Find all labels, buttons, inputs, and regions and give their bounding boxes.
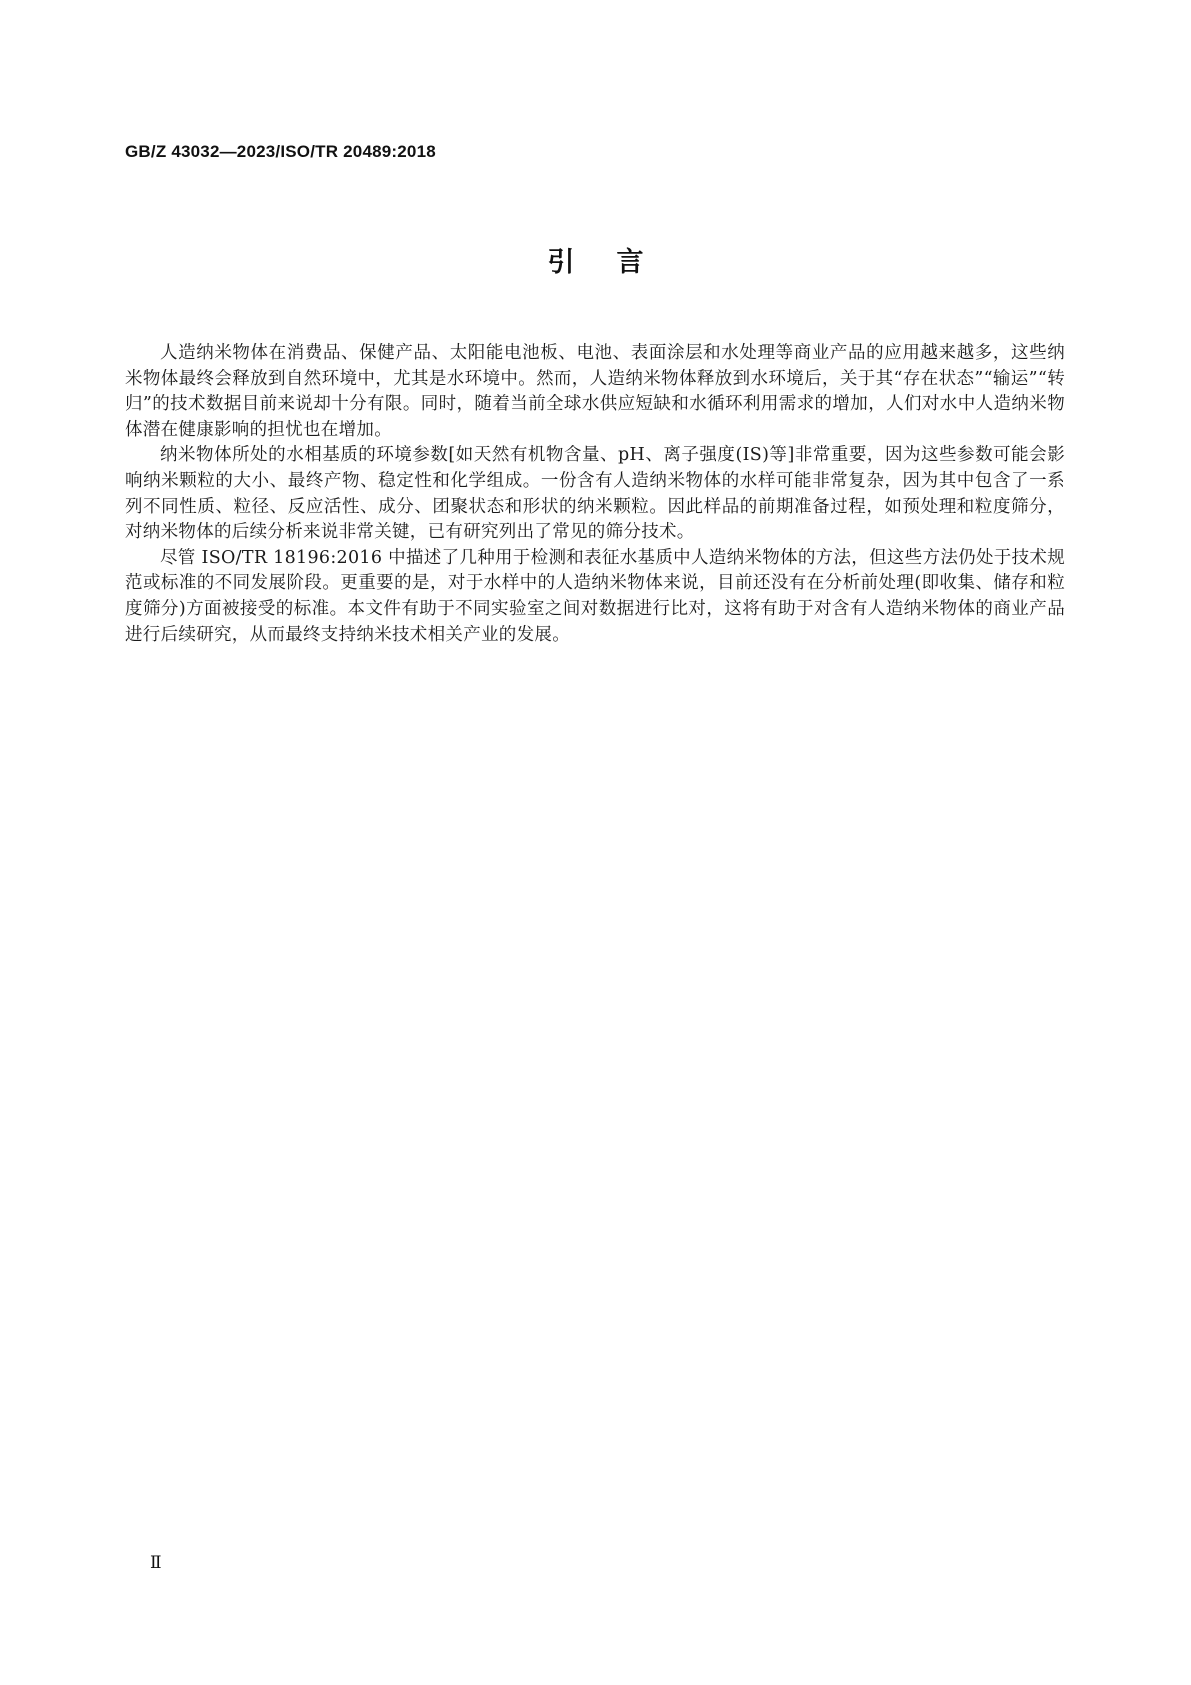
paragraph-1: 人造纳米物体在消费品、保健产品、太阳能电池板、电池、表面涂层和水处理等商业产品的应用越来越多，这些纳米物体最终会释放到自然环境中，尤其是水环境中。然而，人造纳米物体释放到水环境后，关于其“存在状态”“输运”“转归”的技术数据目前来说却十分有限。同时，随着当前全球水供应短缺和水循环利用需求的增加，人们对水中人造纳米物体潜在健康影响的担忧也在增加。: [125, 343, 1065, 440]
document-body: [125, 341, 1065, 648]
page-title: 引言: [547, 247, 686, 278]
paragraph-2: 纳米物体所处的水相基质的环境参数[如天然有机物含量、pH、离子强度(IS)等]非常重要，因为这些参数可能会影响纳米颗粒的大小、最终产物、稳定性和化学组成。一份含有人造纳米物体的水样可能非常复杂，因为其中包含了一系列不同性质、粒径、反应活性、成分、团聚状态和形状的纳米颗粒。因此样品的前期准备过程，如预处理和粒度筛分，对纳米物体的后续分析来说非常关键，已有研究列出了常见的筛分技术。: [125, 445, 1065, 543]
paragraph-3: 尽管 ISO/TR 18196:2016 中描述了几种用于检测和表征水基质中人造纳米物体的方法，但这些方法仍处于技术规范或标准的不同发展阶段。更重要的是，对于水样中的人造纳米物体来说，目前还没有在分析前处理(即收集、储存和粒度筛分)方面被接受的标准。本文件有助于不同实验室之间对数据进行比对，这将有助于对含有人造纳米物体的商业产品进行后续研究，从而最终支持纳米技术相关产业的发展。: [125, 547, 1065, 645]
page-number: Ⅱ: [150, 1553, 162, 1573]
document-header: GB/Z 43032—2023/ISO/TR 20489:2018: [125, 142, 436, 161]
